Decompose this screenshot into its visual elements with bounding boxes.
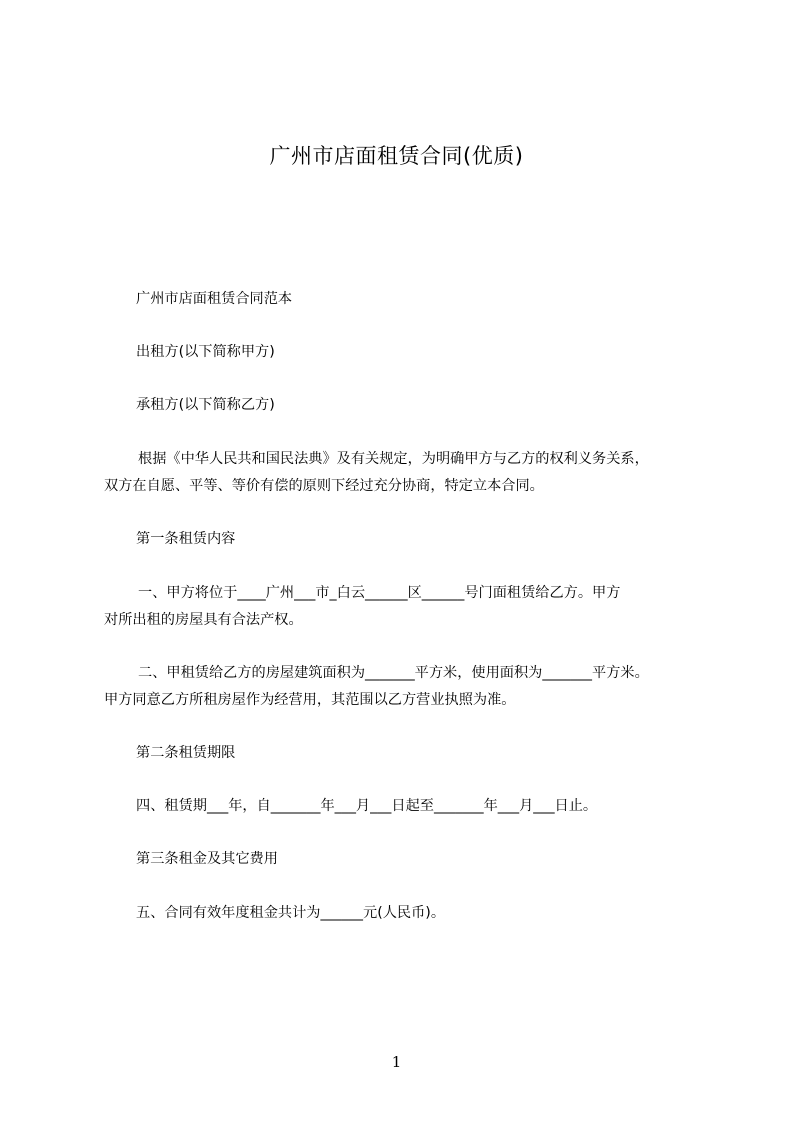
paragraph-text: 出租方(以下简称甲方) (136, 344, 275, 360)
section-heading-article-3 (104, 846, 736, 873)
section-heading-article-2 (104, 740, 736, 767)
document-title: 广州市店面租赁合同(优质) (269, 144, 524, 168)
paragraph-preamble (104, 446, 704, 500)
paragraph-line: 对所出租的房屋具有合法产权。 (104, 612, 303, 628)
paragraph-line: 双方在自愿、平等、等价有偿的原则下经过充分协商，特定立本合同。 (104, 478, 544, 494)
paragraph-line: 一、甲方将位于____广州___市_白云______区______号门面租赁给乙方。甲方 (138, 585, 621, 601)
paragraph-text: 五、合同有效年度租金共计为______元(人民币)。 (136, 905, 446, 921)
section-heading-article-1 (104, 526, 736, 553)
paragraph-text: 四、租赁期___年，自_______年___月___日起至_______年___月___日止。 (136, 798, 598, 814)
paragraph-clause-5 (104, 900, 736, 927)
paragraph-text: 广州市店面租赁合同范本 (136, 291, 293, 307)
paragraph-line: 二、甲租赁给乙方的房屋建筑面积为_______平方米，使用面积为_______平方米。 (138, 665, 649, 681)
paragraph-text: 第三条租金及其它费用 (136, 851, 278, 867)
paragraph-clause-2 (104, 660, 704, 714)
paragraph-lessor (104, 339, 736, 366)
paragraph-text: 承租方(以下简称乙方) (136, 397, 275, 413)
paragraph-clause-4 (104, 793, 736, 820)
paragraph-line: 根据《中华人民共和国民法典》及有关规定，为明确甲方与乙方的权利义务关系， (138, 451, 649, 467)
paragraph-text: 第一条租赁内容 (136, 531, 236, 547)
paragraph-line: 甲方同意乙方所租房屋作为经营用，其范围以乙方营业执照为准。 (104, 692, 516, 708)
paragraph-clause-1 (104, 580, 704, 634)
paragraph-text: 第二条租赁期限 (136, 745, 236, 761)
page-number: 1 (391, 1053, 402, 1071)
paragraph-sample-heading (104, 286, 736, 313)
paragraph-lessee (104, 392, 736, 419)
